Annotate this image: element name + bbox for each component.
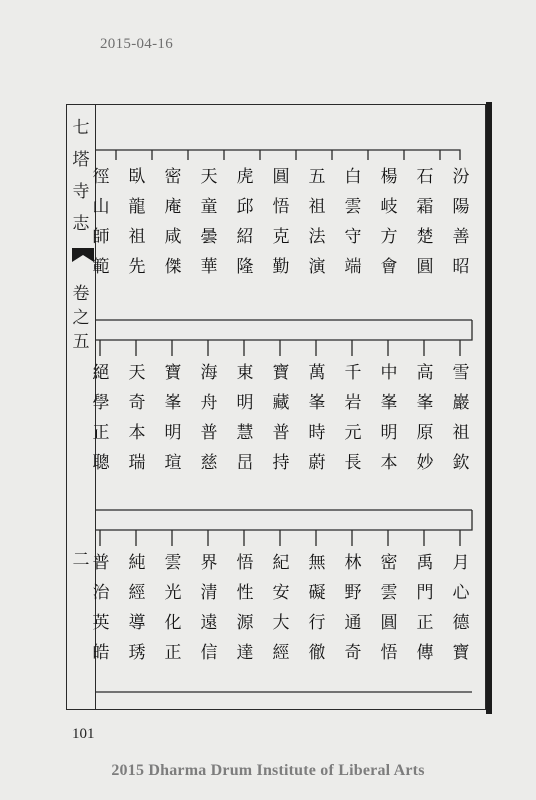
lineage-name: 寶 藏 普 持 bbox=[272, 363, 290, 473]
lineage-name: 無 礙 行 徹 bbox=[308, 553, 326, 663]
footer-watermark: 2015 Dharma Drum Institute of Liberal Arts bbox=[111, 762, 425, 779]
lineage-name: 月 心 德 寶 bbox=[452, 553, 470, 663]
lineage-name: 界 清 遠 信 bbox=[200, 553, 218, 663]
date-stamp: 2015-04-16 bbox=[100, 36, 173, 52]
lineage-name: 雪 巖 祖 欽 bbox=[452, 363, 470, 473]
margin-title-char: 寺 bbox=[72, 182, 90, 202]
lineage-name: 汾 陽 善 昭 bbox=[452, 167, 470, 277]
lineage-name: 密 雲 圓 悟 bbox=[380, 553, 398, 663]
lineage-name: 白 雲 守 端 bbox=[344, 167, 362, 277]
lineage-name: 萬 峯 時 蔚 bbox=[308, 363, 326, 473]
margin-volume-char: 卷 bbox=[72, 284, 90, 304]
lineage-name: 悟 性 源 達 bbox=[236, 553, 254, 663]
margin-title-char: 塔 bbox=[72, 150, 90, 170]
lineage-name: 紀 安 大 經 bbox=[272, 553, 290, 663]
lineage-name: 雲 光 化 正 bbox=[164, 553, 182, 663]
lineage-name: 石 霜 楚 圓 bbox=[416, 167, 434, 277]
lineage-name: 絕 學 正 聰 bbox=[92, 363, 110, 473]
lineage-name: 千 岩 元 長 bbox=[344, 363, 362, 473]
lineage-name: 林 野 通 奇 bbox=[344, 553, 362, 663]
lineage-name: 楊 岐 方 會 bbox=[380, 167, 398, 277]
lineage-name: 禹 門 正 傳 bbox=[416, 553, 434, 663]
lineage-name: 普 治 英 皓 bbox=[92, 553, 110, 663]
margin-title-char: 七 bbox=[72, 118, 90, 138]
page-number: 101 bbox=[72, 726, 95, 742]
lineage-name: 臥 龍 祖 先 bbox=[128, 167, 146, 277]
lineage-name: 圓 悟 克 勤 bbox=[272, 167, 290, 277]
margin-volume-char: 五 bbox=[72, 332, 90, 352]
lineage-name: 寶 峯 明 瑄 bbox=[164, 363, 182, 473]
lineage-name: 東 明 慧 旵 bbox=[236, 363, 254, 473]
lineage-name: 純 經 導 琇 bbox=[128, 553, 146, 663]
lineage-name: 天 童 曇 華 bbox=[200, 167, 218, 277]
lineage-name: 五 祖 法 演 bbox=[308, 167, 326, 277]
lineage-name: 天 奇 本 瑞 bbox=[128, 363, 146, 473]
margin-leaf-mark: 二 bbox=[72, 550, 90, 570]
lineage-name: 虎 邱 紹 隆 bbox=[236, 167, 254, 277]
lineage-name: 密 庵 咸 傑 bbox=[164, 167, 182, 277]
lineage-name: 海 舟 普 慈 bbox=[200, 363, 218, 473]
margin-title-char: 志 bbox=[72, 214, 90, 234]
lineage-name: 中 峯 明 本 bbox=[380, 363, 398, 473]
margin-volume-char: 之 bbox=[72, 308, 90, 328]
lineage-name: 徑 山 師 範 bbox=[92, 167, 110, 277]
lineage-name: 高 峯 原 妙 bbox=[416, 363, 434, 473]
